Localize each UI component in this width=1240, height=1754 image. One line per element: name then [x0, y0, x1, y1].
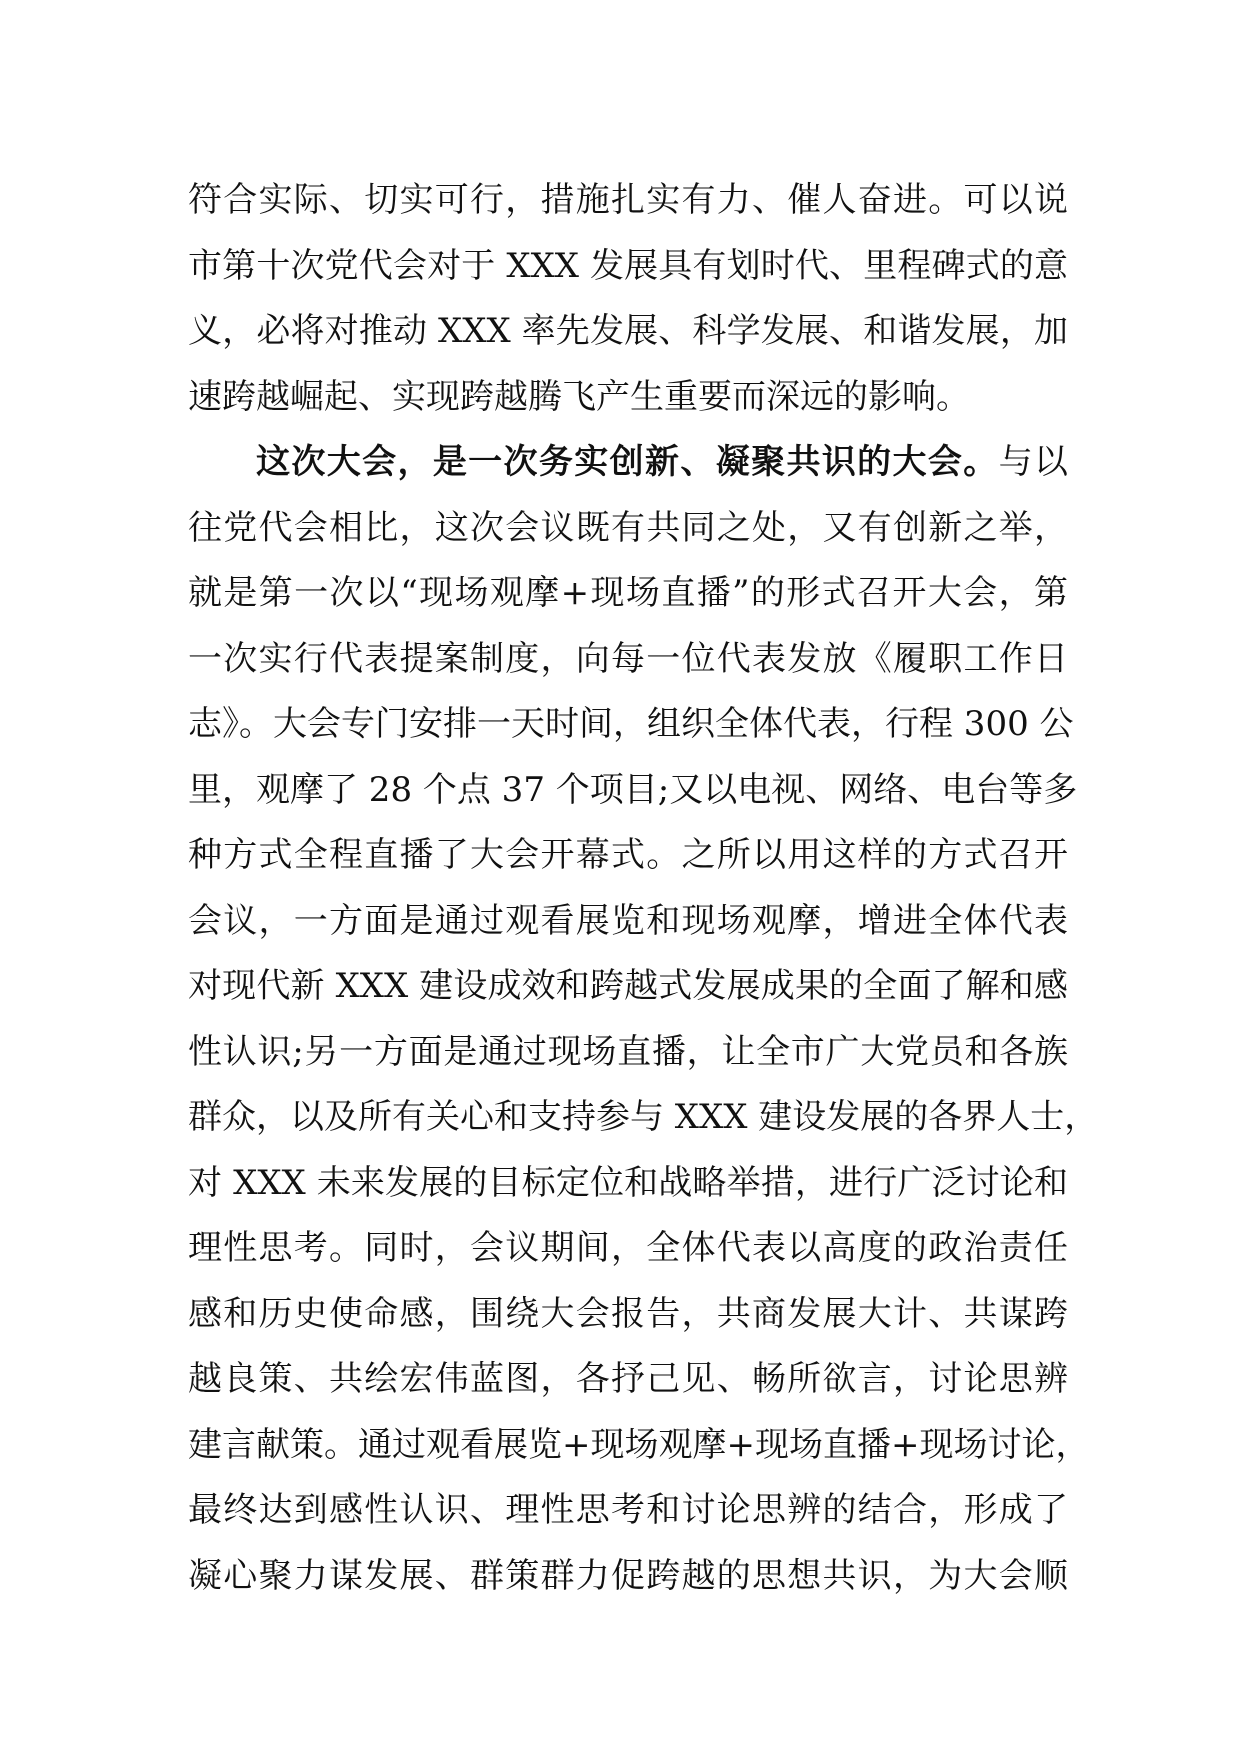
- text-line: 对 XXX 未来发展的目标定位和战略举措，进行广泛讨论和: [188, 1162, 1068, 1203]
- text-line: 建言献策。通过观看展览+现场观摩+现场直播+现场讨论，: [188, 1424, 1090, 1465]
- text-line: 理性思考。同时，会议期间，全体代表以高度的政治责任: [188, 1228, 1068, 1268]
- text-line: 对现代新 XXX 建设成效和跨越式发展成果的全面了解和感: [188, 966, 1068, 1006]
- text-line: 最终达到感性认识、理性思考和讨论思辨的结合，形成了: [188, 1490, 1068, 1530]
- text-line: 里，观摩了 28 个点 37 个项目;又以电视、网络、电台等多: [188, 769, 1078, 810]
- text-line: 越良策、共绘宏伟蓝图，各抒己见、畅所欲言，讨论思辨: [188, 1359, 1068, 1399]
- text-line: 符合实际、切实可行，措施扎实有力、催人奋进。可以说: [188, 180, 1068, 220]
- text-line: 往党代会相比，这次会议既有共同之处，又有创新之举，: [188, 507, 1068, 548]
- paragraph-2: [188, 430, 1099, 1609]
- text-line: 凝心聚力谋发展、群策群力促跨越的思想共识，为大会顺: [188, 1555, 1068, 1596]
- text-line: 性认识;另一方面是通过现场直播，让全市广大党员和各族: [188, 1031, 1068, 1072]
- text-line: 会议，一方面是通过观看展览和现场观摩，增进全体代表: [188, 900, 1068, 941]
- text-line: 市第十次党代会对于 XXX 发展具有划时代、里程碑式的意: [188, 245, 1068, 286]
- text-line: 义，必将对推动 XXX 率先发展、科学发展、和谐发展，加: [188, 311, 1068, 351]
- text-run: 与以: [998, 442, 1069, 482]
- text-line: 就是第一次以“现场观摩+现场直播”的形式召开大会，第: [188, 573, 1068, 613]
- text-line: 种方式全程直播了大会开幕式。之所以用这样的方式召开: [188, 835, 1068, 875]
- text-line: 一次实行代表提案制度，向每一位代表发放《履职工作日: [188, 638, 1068, 679]
- text-line: [188, 430, 1068, 496]
- text-line: 感和历史使命感，围绕大会报告，共商发展大计、共谋跨: [188, 1293, 1068, 1334]
- body-text: [188, 168, 1099, 1609]
- paragraph-1: [188, 168, 1068, 430]
- text-line: 群众，以及所有关心和支持参与 XXX 建设发展的各界人士，: [188, 1097, 1099, 1137]
- paragraph-heading: 这次大会，是一次务实创新、凝聚共识的大会。: [256, 442, 999, 482]
- text-line: 速跨越崛起、实现跨越腾飞产生重要而深远的影响。: [188, 376, 970, 417]
- text-line: 志》。大会专门安排一天时间，组织全体代表，行程 300 公: [188, 704, 1074, 744]
